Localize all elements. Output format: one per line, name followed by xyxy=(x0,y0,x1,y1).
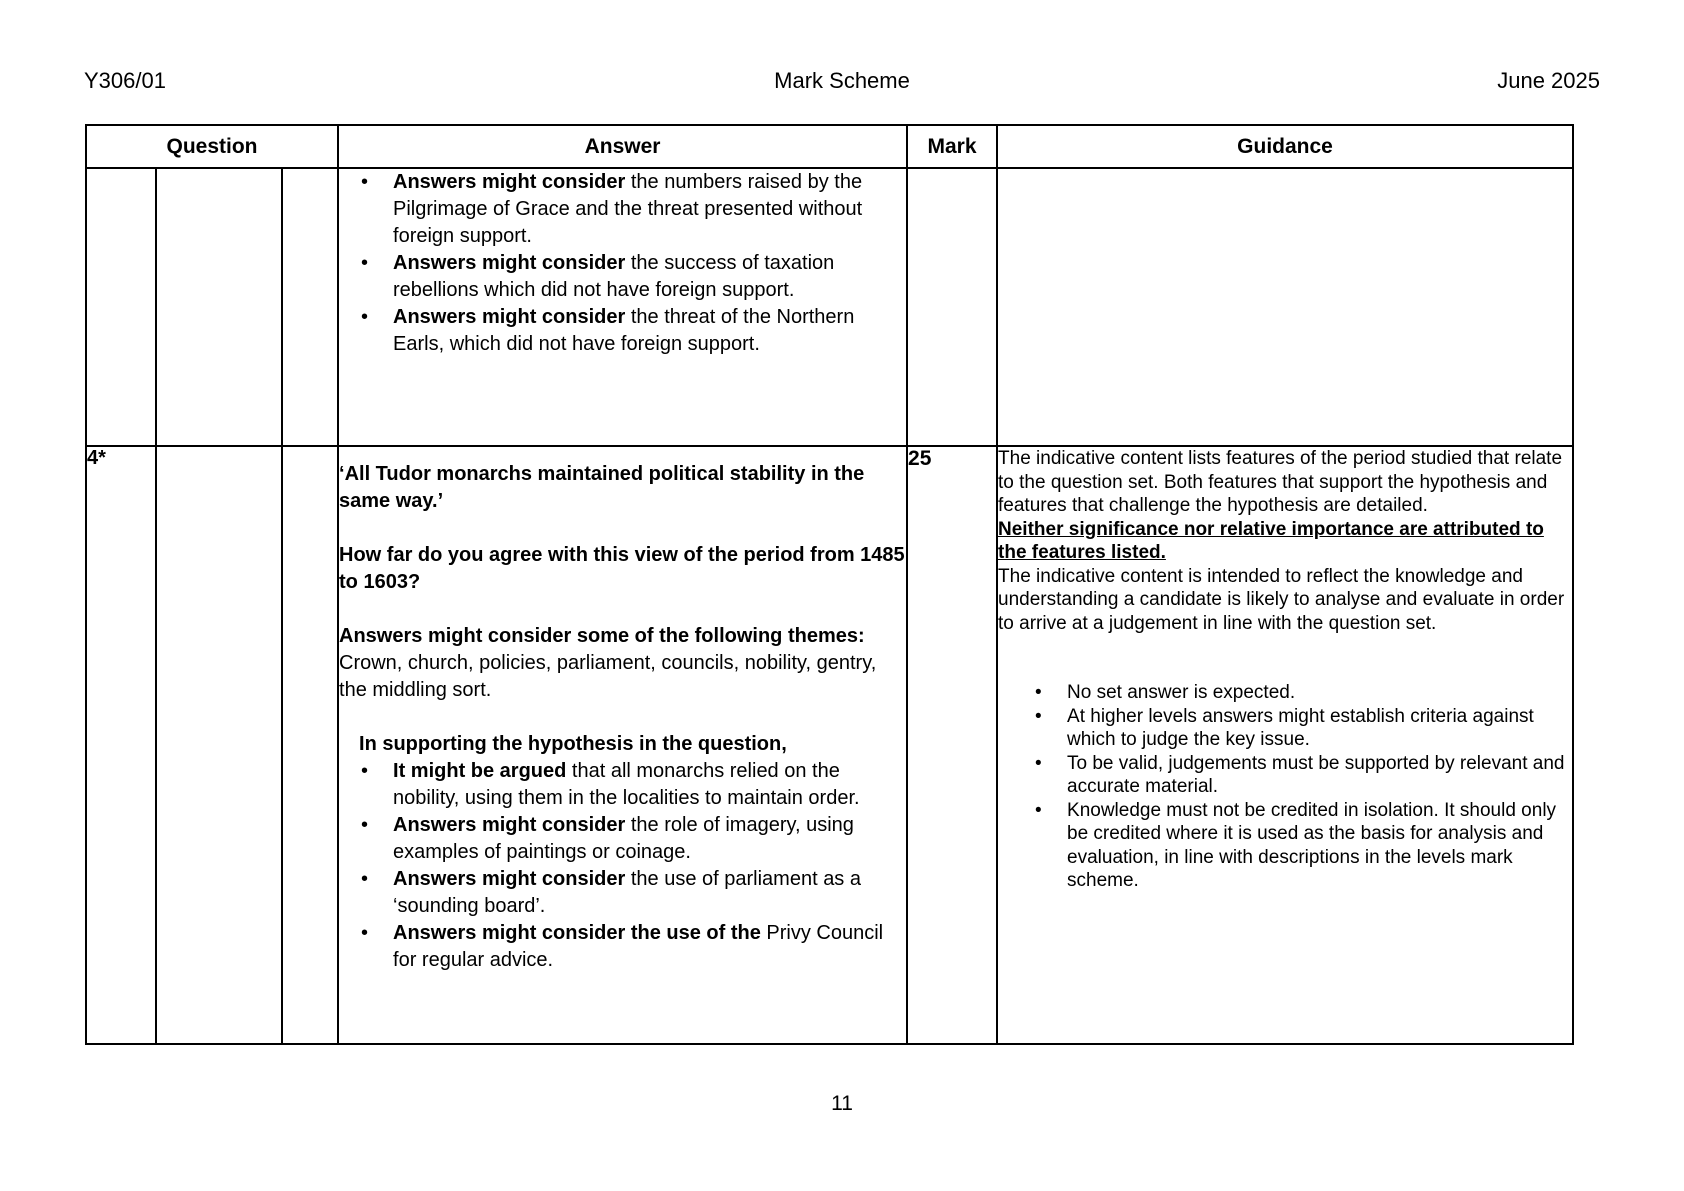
question-subcell xyxy=(282,168,338,446)
question-number-cell xyxy=(86,168,156,446)
question-number-cell: 4* xyxy=(86,446,156,1044)
bullet-text: the role of imagery, using examples of paintings or coinage. xyxy=(393,814,854,863)
column-header-mark: Mark xyxy=(907,125,997,168)
bullet-item: • At higher levels answers might establish criteria against which to judge the key issue. xyxy=(998,705,1572,752)
bullet-item: • To be valid, judgements must be supported by relevant and accurate material. xyxy=(998,752,1572,799)
bullet-lead: Answers might consider xyxy=(393,306,626,328)
guidance-bullet-list xyxy=(998,681,1572,893)
answer-bullet-list xyxy=(339,169,898,358)
answer-bullet-list xyxy=(339,758,898,974)
column-header-guidance: Guidance xyxy=(997,125,1573,168)
themes-lead: Answers might consider some of the following themes: xyxy=(339,625,865,647)
page-header xyxy=(84,68,1600,94)
bullet-item xyxy=(339,866,898,920)
question-subcell xyxy=(156,168,282,446)
bullet-item xyxy=(339,920,898,974)
themes-paragraph xyxy=(339,623,906,704)
bullet-text: that all monarchs relied on the nobility, using them in the localities to maintain order. xyxy=(393,760,860,809)
guidance-paragraph: The indicative content lists features of the period studied that relate to the question set. Both features that support the hypothesis and features that challenge the hypothesis are detailed. xyxy=(998,448,1563,516)
bullet-item xyxy=(339,250,898,304)
bullet-lead: Answers might consider xyxy=(393,252,626,274)
bullet-lead: Answers might consider xyxy=(393,868,626,890)
column-header-answer: Answer xyxy=(338,125,907,168)
bullet-text: the numbers raised by the Pilgrimage of Grace and the threat presented without foreign support. xyxy=(393,171,863,247)
guidance-cell xyxy=(997,446,1573,1044)
bullet-item xyxy=(339,304,898,358)
bullet-item: • No set answer is expected. xyxy=(998,681,1572,705)
bullet-text: Privy Council for regular advice. xyxy=(393,922,884,971)
bullet-lead: Answers might consider xyxy=(393,814,626,836)
bullet-item xyxy=(339,758,898,812)
bullet-item xyxy=(339,812,898,866)
page-number: 11 xyxy=(831,1092,853,1115)
mark-cell xyxy=(907,168,997,446)
document-code: Y306/01 xyxy=(84,68,166,93)
bullet-text: the threat of the Northern Earls, which did not have foreign support. xyxy=(393,306,855,355)
essay-question: How far do you agree with this view of the period from 1485 to 1603? xyxy=(339,544,905,593)
guidance-cell xyxy=(997,168,1573,446)
answer-cell xyxy=(338,446,907,1044)
question-subcell xyxy=(282,446,338,1044)
mark-cell: 25 xyxy=(907,446,997,1044)
table-row-continuation xyxy=(86,168,1573,446)
guidance-paragraph: The indicative content is intended to reflect the knowledge and understanding a candidate is likely to analyse and evaluate in order to arrive at a judgement in line with the question set. xyxy=(998,565,1565,634)
themes-text: Crown, church, policies, parliament, councils, nobility, gentry, the middling sort. xyxy=(339,652,877,701)
bullet-lead: Answers might consider the use of the xyxy=(393,922,761,944)
bullet-lead: Answers might consider xyxy=(393,171,626,193)
bullet-text: the use of parliament as a ‘sounding board’. xyxy=(393,868,861,917)
mark-scheme-table xyxy=(85,124,1574,1045)
bullet-lead: It might be argued xyxy=(393,760,567,782)
bullet-item: • Knowledge must not be credited in isolation. It should only be credited where it is used as the basis for analysis and evaluation, in line with descriptions in the levels mark scheme. xyxy=(998,799,1572,893)
table-header-row xyxy=(86,125,1573,168)
essay-quote: ‘All Tudor monarchs maintained political stability in the same way.’ xyxy=(339,463,865,512)
document-title: Mark Scheme xyxy=(774,68,910,93)
session-date: June 2025 xyxy=(1497,68,1600,93)
support-heading: In supporting the hypothesis in the question, xyxy=(359,733,787,755)
table-row-question-4 xyxy=(86,446,1573,1044)
bullet-item xyxy=(339,169,898,250)
answer-cell xyxy=(338,168,907,446)
question-subcell xyxy=(156,446,282,1044)
column-header-question: Question xyxy=(86,125,338,168)
guidance-emphasis: Neither significance nor relative importance are attributed to the features listed. xyxy=(998,518,1544,563)
bullet-text: the success of taxation rebellions which did not have foreign support. xyxy=(393,252,835,301)
